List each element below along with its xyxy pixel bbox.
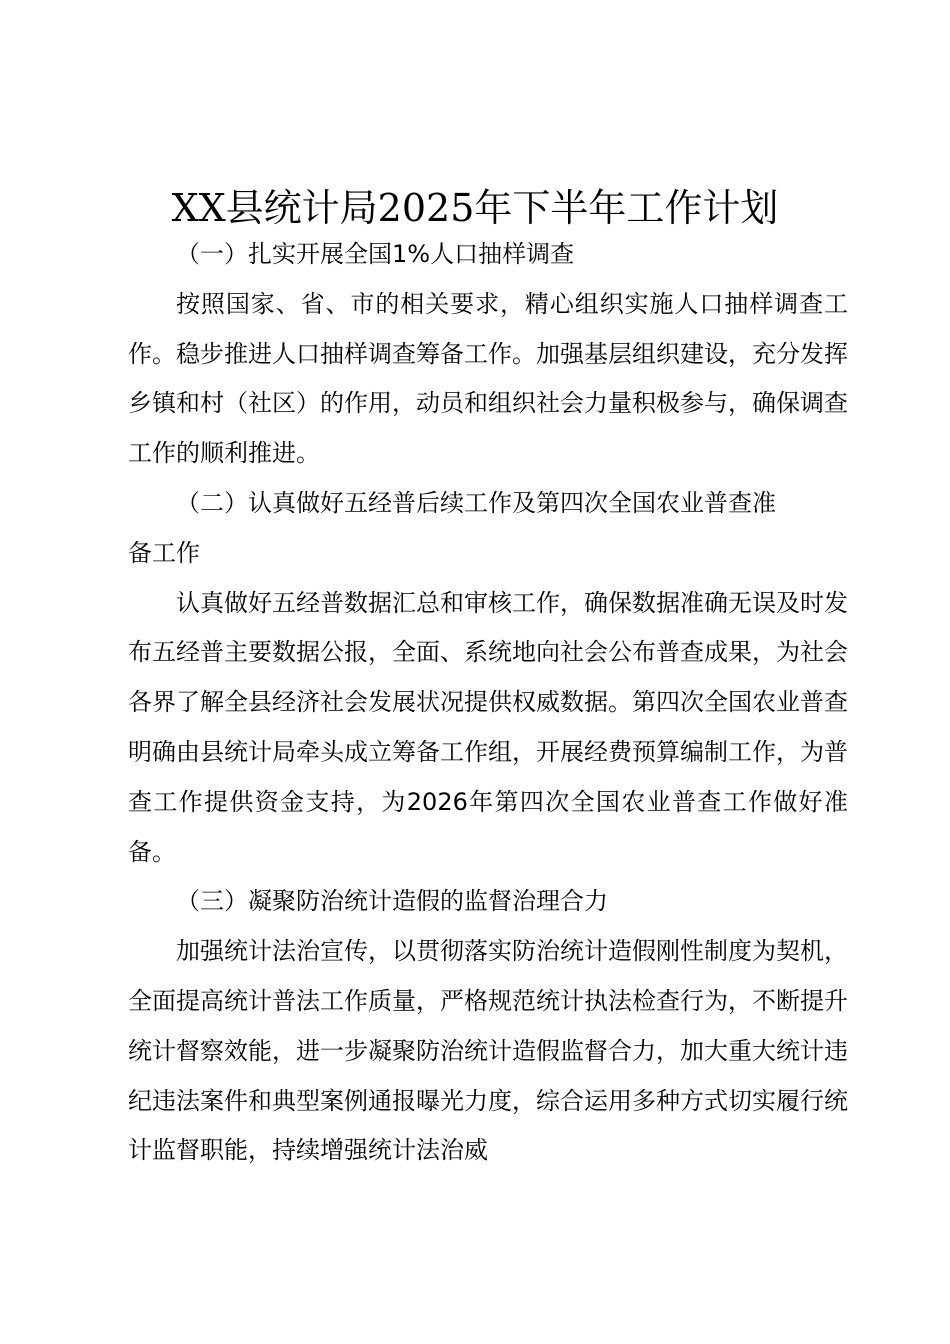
section-paragraph-2: 认真做好五经普数据汇总和审核工作，确保数据准确无误及时发布五经普主要数据公报，全面、系统地向社会公布普查成果，为社会各界了解全县经济社会发展状况提供权威数据。第四次全国农业普查明确由县统计局牵头成立筹备工作组，开展经费预算编制工作，为普查工作提供资金支持，为2026年第四次全国农业普查工作做好准备。 [128, 588, 848, 866]
document-body [128, 230, 848, 1176]
section-paragraph-1: 按照国家、省、市的相关要求，精心组织实施人口抽样调查工作。稳步推进人口抽样调查筹备工作。加强基层组织建设，充分发挥乡镇和村（社区）的作用，动员和组织社会力量积极参与，确保调查工作的顺利推进。 [128, 289, 848, 468]
section-heading-2-line-1: （二）认真做好五经普后续工作及第四次全国农业普查准 [176, 488, 776, 517]
section-heading-2-line-2: 备工作 [128, 538, 200, 567]
section-heading-2 [128, 479, 848, 579]
section-heading-3: （三）凝聚防治统计造假的监督治理合力 [176, 887, 608, 916]
section-paragraph-3: 加强统计法治宣传，以贯彻落实防治统计造假刚性制度为契机，全面提高统计普法工作质量，严格规范统计执法检查行为，不断提升统计督察效能，进一步凝聚防治统计造假监督合力，加大重大统计违纪违法案件和典型案例通报曝光力度，综合运用多种方式切实履行统计监督职能，持续增强统计法治威 [128, 937, 848, 1165]
section-heading-1: （一）扎实开展全国1%人口抽样调查 [176, 240, 575, 268]
document-title: XX县统计局2025年下半年工作计划 [171, 186, 779, 230]
